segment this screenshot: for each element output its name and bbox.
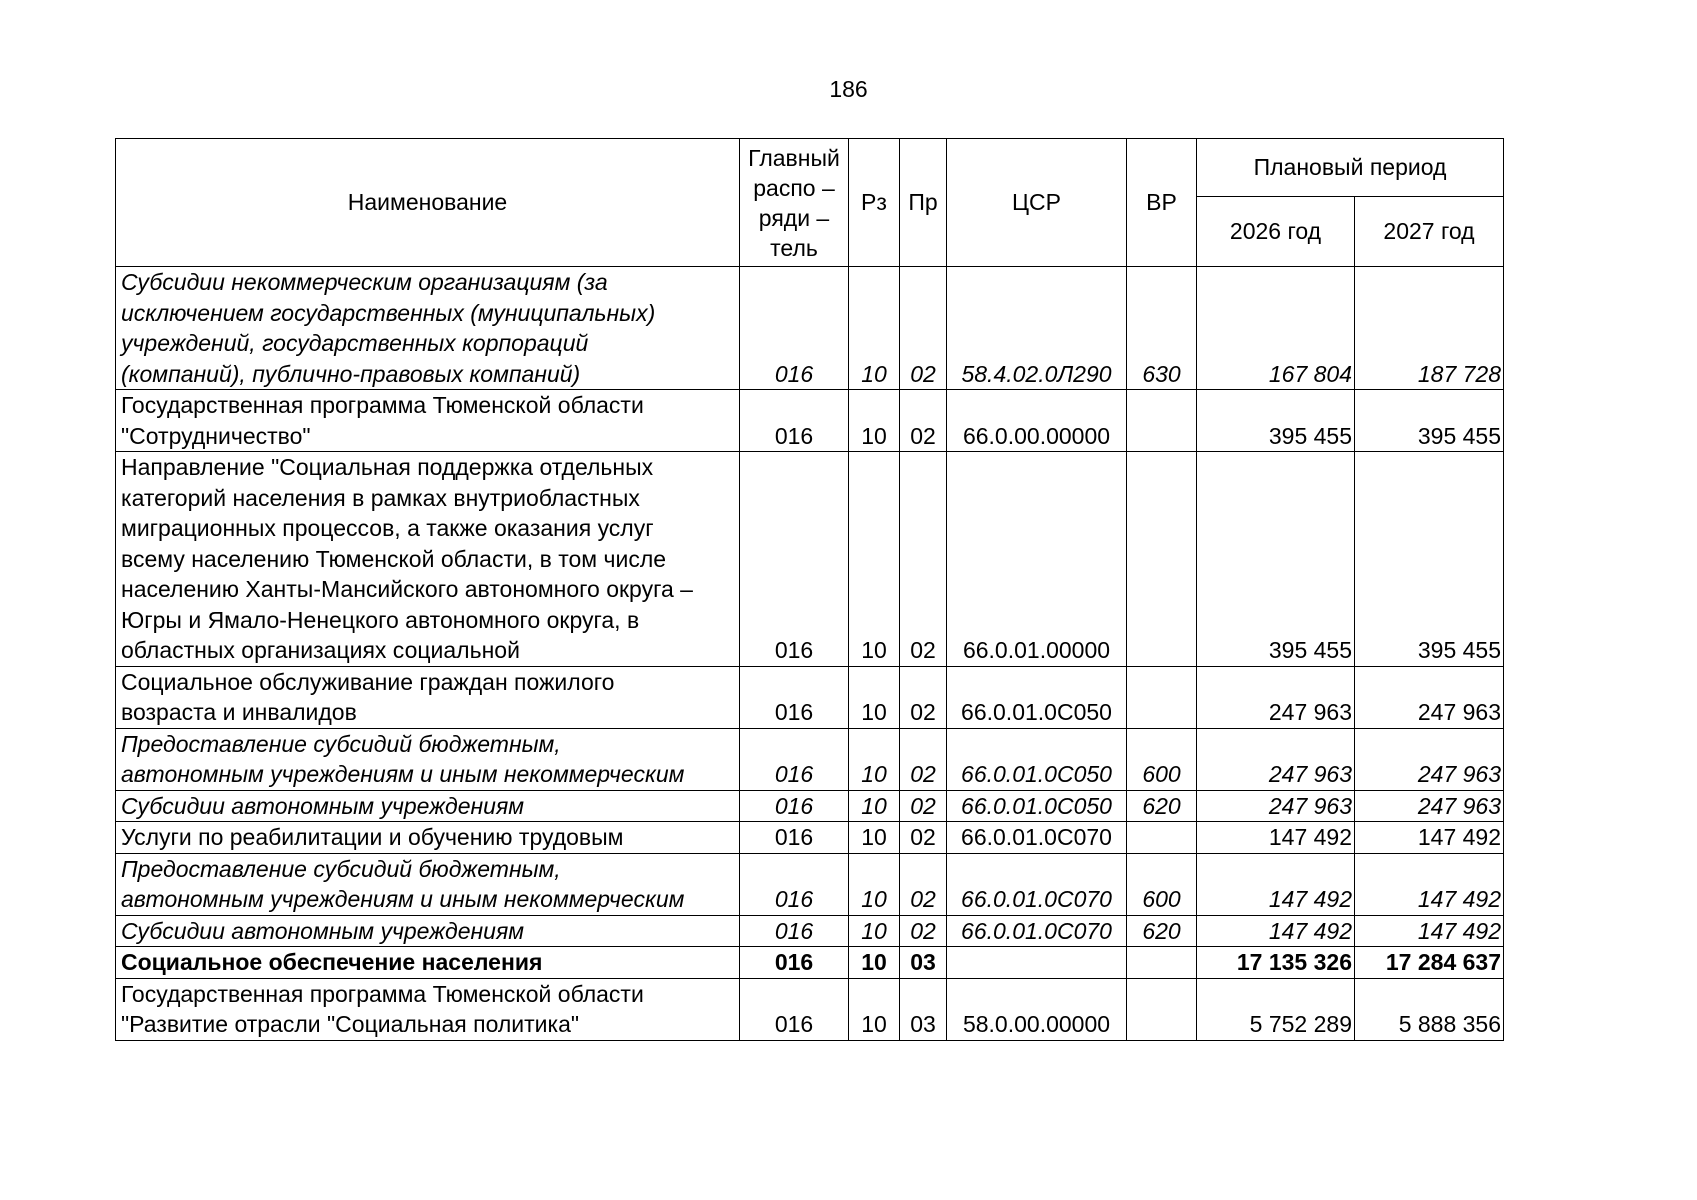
cell-name-line: всему населению Тюменской области, в том числе — [121, 545, 667, 572]
cell-2027: 247 963 — [1355, 790, 1504, 822]
cell-pr: 02 — [900, 853, 947, 915]
cell-name-line: исключением государственных (муниципальных) — [121, 299, 656, 326]
cell-gr: 016 — [740, 390, 849, 452]
cell-name — [116, 728, 740, 790]
table-row — [116, 978, 1504, 1040]
cell-2026: 247 963 — [1197, 666, 1355, 728]
table-row — [116, 728, 1504, 790]
cell-name-line: Услуги по реабилитации и обучению трудовым — [121, 824, 624, 850]
cell-name-line: областных организациях социальной — [121, 637, 520, 663]
cell-csr: 66.0.00.00000 — [947, 390, 1127, 452]
cell-name — [116, 915, 740, 947]
cell-name-line: миграционных процессов, а также оказания услуг — [121, 515, 654, 541]
cell-name-line: Государственная программа Тюменской области — [121, 980, 644, 1007]
cell-rz: 10 — [849, 666, 900, 728]
cell-csr — [947, 947, 1127, 979]
cell-2026: 147 492 — [1197, 915, 1355, 947]
cell-rz: 10 — [849, 452, 900, 667]
cell-2026: 167 804 — [1197, 267, 1355, 390]
cell-vr — [1127, 452, 1197, 667]
col-header-csr: ЦСР — [947, 139, 1127, 267]
cell-rz: 10 — [849, 728, 900, 790]
table-row — [116, 790, 1504, 822]
cell-2026: 247 963 — [1197, 790, 1355, 822]
cell-gr: 016 — [740, 790, 849, 822]
cell-name — [116, 822, 740, 854]
cell-2027: 247 963 — [1355, 666, 1504, 728]
table-header — [116, 139, 1504, 267]
table-row — [116, 947, 1504, 979]
cell-vr: 620 — [1127, 790, 1197, 822]
cell-name-line: Государственная программа Тюменской области — [121, 392, 644, 418]
col-header-rz: Рз — [849, 139, 900, 267]
cell-2026: 247 963 — [1197, 728, 1355, 790]
cell-csr: 58.0.00.00000 — [947, 978, 1127, 1040]
cell-2027: 5 888 356 — [1355, 978, 1504, 1040]
cell-gr: 016 — [740, 728, 849, 790]
cell-gr: 016 — [740, 452, 849, 667]
cell-vr: 630 — [1127, 267, 1197, 390]
cell-name-line: Субсидии автономным учреждениям — [121, 917, 525, 944]
cell-2027: 17 284 637 — [1355, 947, 1504, 979]
col-header-gr-line1: Главный — [748, 144, 840, 171]
cell-name-line: Югры и Ямало-Ненецкого автономного округа, в — [121, 606, 640, 633]
cell-csr: 66.0.01.0С050 — [947, 666, 1127, 728]
col-header-2027: 2027 год — [1355, 197, 1504, 267]
cell-csr: 58.4.02.0Л290 — [947, 267, 1127, 390]
cell-rz: 10 — [849, 915, 900, 947]
cell-pr: 02 — [900, 666, 947, 728]
col-header-gr-line3: ряди – — [758, 204, 830, 231]
cell-vr: 600 — [1127, 853, 1197, 915]
col-header-gr-line2: распо – — [753, 174, 835, 201]
cell-name — [116, 790, 740, 822]
cell-gr: 016 — [740, 853, 849, 915]
cell-name — [116, 390, 740, 452]
cell-gr: 016 — [740, 915, 849, 947]
cell-name-line: учреждений, государственных корпораций — [121, 330, 589, 356]
cell-2026: 5 752 289 — [1197, 978, 1355, 1040]
cell-gr: 016 — [740, 947, 849, 979]
cell-name — [116, 666, 740, 728]
cell-name-line: автономным учреждениям и иным некоммерческим — [121, 761, 685, 787]
cell-2027: 147 492 — [1355, 915, 1504, 947]
cell-name — [116, 947, 740, 979]
cell-csr: 66.0.01.0С050 — [947, 728, 1127, 790]
cell-pr: 03 — [900, 947, 947, 979]
cell-gr: 016 — [740, 666, 849, 728]
table-row — [116, 822, 1504, 854]
cell-rz: 10 — [849, 822, 900, 854]
cell-gr: 016 — [740, 822, 849, 854]
cell-name-line: Субсидии автономным учреждениям — [121, 792, 525, 819]
cell-csr: 66.0.01.0С070 — [947, 822, 1127, 854]
col-header-vr: ВР — [1127, 139, 1197, 267]
table-row — [116, 267, 1504, 390]
col-header-name: Наименование — [116, 139, 740, 267]
cell-2027: 247 963 — [1355, 728, 1504, 790]
cell-rz: 10 — [849, 790, 900, 822]
cell-name-line: Субсидии некоммерческим организациям (за — [121, 269, 608, 295]
table-row — [116, 915, 1504, 947]
cell-name — [116, 267, 740, 390]
cell-rz: 10 — [849, 390, 900, 452]
cell-2026: 395 455 — [1197, 390, 1355, 452]
cell-vr: 620 — [1127, 915, 1197, 947]
cell-gr: 016 — [740, 267, 849, 390]
cell-csr: 66.0.01.0С070 — [947, 853, 1127, 915]
cell-pr: 02 — [900, 452, 947, 667]
cell-name-line: Социальное обеспечение населения — [121, 949, 543, 975]
col-header-2026: 2026 год — [1197, 197, 1355, 267]
cell-pr: 02 — [900, 915, 947, 947]
cell-csr: 66.0.01.0С050 — [947, 790, 1127, 822]
cell-name-line: (компаний), публично-правовых компаний) — [121, 360, 581, 387]
cell-rz: 10 — [849, 947, 900, 979]
cell-2027: 187 728 — [1355, 267, 1504, 390]
cell-name-line: категорий населения в рамках внутриобластных — [121, 484, 640, 511]
table-row — [116, 390, 1504, 452]
cell-name-line: населению Ханты-Мансийского автономного округа – — [121, 576, 693, 602]
cell-rz: 10 — [849, 267, 900, 390]
col-header-gr — [740, 139, 849, 267]
cell-2026: 147 492 — [1197, 853, 1355, 915]
cell-pr: 03 — [900, 978, 947, 1040]
cell-name-line: Социальное обслуживание граждан пожилого — [121, 668, 615, 695]
cell-csr: 66.0.01.00000 — [947, 452, 1127, 667]
cell-pr: 02 — [900, 728, 947, 790]
cell-name — [116, 853, 740, 915]
cell-pr: 02 — [900, 790, 947, 822]
cell-pr: 02 — [900, 390, 947, 452]
cell-2027: 395 455 — [1355, 390, 1504, 452]
col-header-gr-line4: тель — [770, 234, 818, 261]
cell-name-line: возраста и инвалидов — [121, 699, 357, 725]
cell-vr — [1127, 822, 1197, 854]
budget-table — [115, 138, 1504, 1041]
cell-rz: 10 — [849, 978, 900, 1040]
cell-pr: 02 — [900, 267, 947, 390]
cell-2027: 395 455 — [1355, 452, 1504, 667]
cell-2026: 17 135 326 — [1197, 947, 1355, 979]
cell-name — [116, 452, 740, 667]
page-number: 186 — [829, 76, 868, 102]
cell-name-line: Предоставление субсидий бюджетным, — [121, 855, 561, 882]
cell-2026: 147 492 — [1197, 822, 1355, 854]
cell-rz: 10 — [849, 853, 900, 915]
cell-name — [116, 978, 740, 1040]
table-row — [116, 853, 1504, 915]
cell-csr: 66.0.01.0С070 — [947, 915, 1127, 947]
cell-vr — [1127, 947, 1197, 979]
cell-vr — [1127, 666, 1197, 728]
cell-vr — [1127, 978, 1197, 1040]
cell-gr: 016 — [740, 978, 849, 1040]
cell-2026: 395 455 — [1197, 452, 1355, 667]
cell-vr — [1127, 390, 1197, 452]
cell-2027: 147 492 — [1355, 822, 1504, 854]
cell-pr: 02 — [900, 822, 947, 854]
col-header-plan-period: Плановый период — [1197, 139, 1504, 197]
cell-vr: 600 — [1127, 728, 1197, 790]
cell-name-line: Предоставление субсидий бюджетным, — [121, 730, 561, 757]
table-body — [116, 267, 1504, 1041]
table-row — [116, 666, 1504, 728]
cell-name-line: "Сотрудничество" — [121, 422, 311, 449]
table-row — [116, 452, 1504, 667]
col-header-pr: Пр — [900, 139, 947, 267]
cell-name-line: Направление "Социальная поддержка отдельных — [121, 454, 654, 480]
cell-name-line: автономным учреждениям и иным некоммерческим — [121, 886, 685, 912]
cell-2027: 147 492 — [1355, 853, 1504, 915]
cell-name-line: "Развитие отрасли "Социальная политика" — [121, 1011, 580, 1037]
